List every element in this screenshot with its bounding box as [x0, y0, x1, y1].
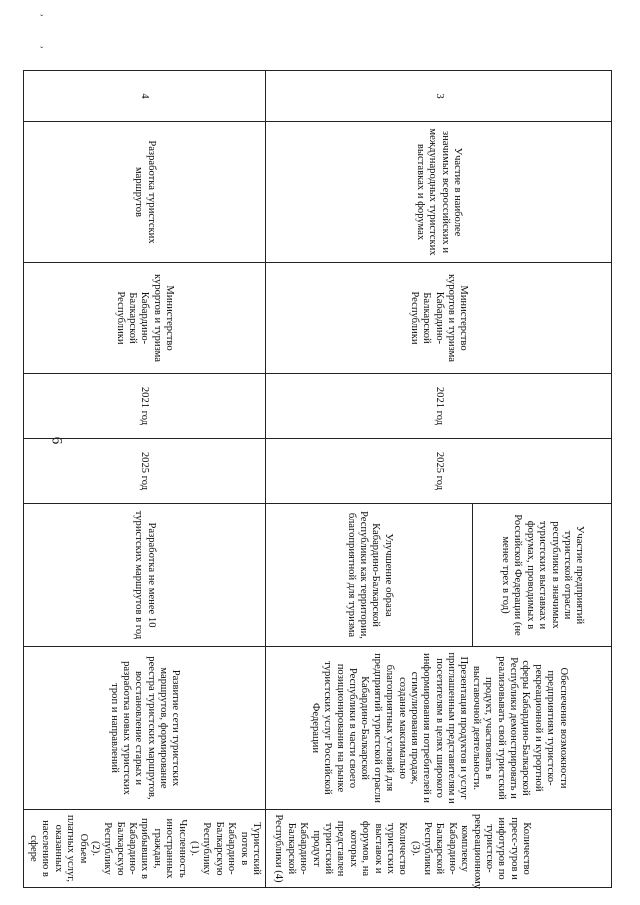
- rotated-table-container: [27, 70, 612, 890]
- indicators: [23, 810, 265, 888]
- scan-speck: ˇ: [40, 14, 44, 25]
- page-number: 6: [48, 436, 65, 445]
- indicator: Количество пресс-туров и инфотуров по туристско-рекреационному комплексу Кабардино-Балкарской Республики (3).: [409, 814, 533, 890]
- table-row: [473, 71, 612, 888]
- indicator: Объем платных услуг, оказанных населению в сфере: [27, 814, 89, 883]
- indicators: [266, 810, 612, 888]
- measure-name: Разработка туристских маршрутов: [23, 122, 265, 263]
- executor: Министерство курортов и туризма Кабардино-Балкарской Республики: [266, 263, 612, 374]
- end-year: 2025 год: [266, 439, 612, 504]
- end-year: 2025 год: [23, 439, 265, 504]
- executor: Министерство курортов и туризма Кабардино-Балкарской Республики: [23, 263, 265, 374]
- measures-table: [23, 70, 612, 888]
- expected-result: Разработка не менее 10 туристских маршрутов в год: [23, 504, 265, 647]
- expected-result: Улучшение образа Кабардино-Балкарской Республики как территории, благоприятной для туризма: [266, 504, 473, 647]
- measure-name: Участие в наиболее значимых всероссийских и международных туристских выставках и форумах: [266, 122, 612, 263]
- result-description: Развитие сети туристских маршрутов, формирование реестра туристских маршрутов, восстановление старых и разработка новых туристских троп и направлений: [23, 647, 265, 810]
- result-description: Обеспечение возможности предприятиям туристско-рекреационной и курортной сферы Кабардино-Балкарской Республики демонстрировать и реализовывать свой туристский продукт, участвовать в выставочной деятельности. Презентация продуктов и услуг приглашенным представителям и посетителям в целях широкого информирования потребителей и стимулирования продаж, создание максимально благоприятных условий для предприятий туристской отрасли Кабардино-Балкарской Республики в части своего позиционирования на рынке туристских услуг Российской Федерации: [266, 647, 612, 810]
- indicator: Туристский поток в Кабардино-Балкарскую Республику (1).: [189, 821, 262, 876]
- start-year: 2021 год: [266, 374, 612, 439]
- indicator: Количество туристских выставок и форумов, на которых представлен туристский продукт Кабардино-Балкарской Республики (4): [273, 814, 409, 883]
- start-year: 2021 год: [23, 374, 265, 439]
- row-number: 3: [266, 71, 612, 122]
- scan-speck: ˇ: [40, 46, 44, 57]
- indicator: Численность иностранных граждан, прибывших в Кабардино-Балкарскую Республику (2).: [89, 818, 188, 879]
- expected-result: Участие предприятий туристской отрасли республики в значимых туристских выставках и форумах, проводимых в Российской Федерации (не менее трех в год): [473, 504, 612, 647]
- table-row: [23, 71, 265, 888]
- row-number: 4: [23, 71, 265, 122]
